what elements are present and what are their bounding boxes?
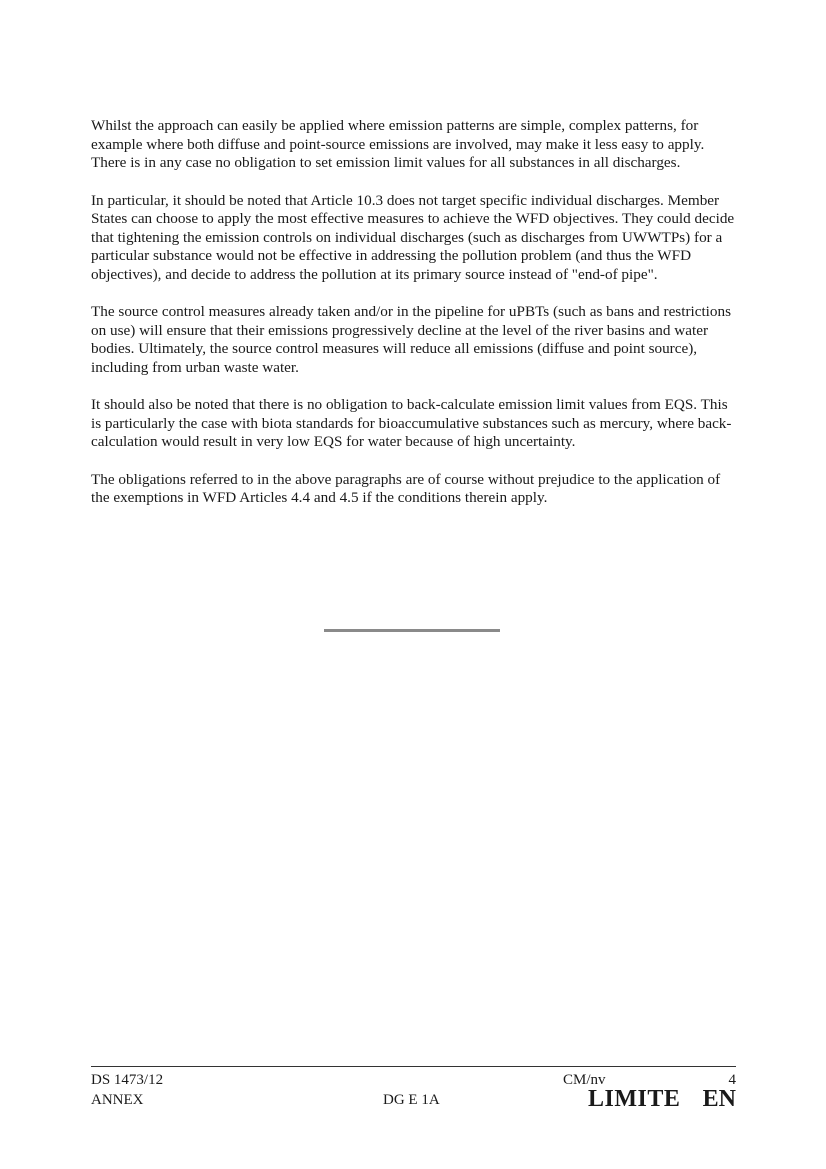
- paragraph-5: The obligations referred to in the above paragraphs are of course without prejudice to the application of the exemptions in WFD Articles 4.4 and 4.5 if the conditions therein apply.: [91, 470, 721, 506]
- paragraph-4: It should also be noted that there is no obligation to back-calculate emission limit values from EQS. This is particularly the case with biota standards for bioaccumulative substances such as mercury, where back-calculation would result in very low EQS for water because of high uncertainty.: [91, 396, 732, 450]
- paragraph-1: Whilst the approach can easily be applied where emission patterns are simple, complex patterns, for example where both diffuse and point-source emissions are involved, may make it less easy to apply. There is in any case no obligation to set emission limit values for all substances in all discharges.: [91, 117, 705, 171]
- end-of-text-rule: [324, 629, 500, 632]
- annex-label: ANNEX: [91, 1092, 144, 1108]
- document-body: [91, 117, 741, 527]
- directorate-code: DG E 1A: [383, 1092, 440, 1108]
- paragraph-2: In particular, it should be noted that Article 10.3 does not target specific individual discharges. Member States can choose to apply the most effective measures to achieve the WFD objectives. They could decide that tightening the emission controls on individual discharges (such as discharges from UWWTPs) for a particular substance would not be effective in addressing the pollution problem (and thus the WFD objectives), and decide to address the pollution at its primary source instead of "end-of pipe".: [91, 191, 735, 283]
- language-code: EN: [702, 1086, 736, 1112]
- document-reference: DS 1473/12: [91, 1072, 164, 1088]
- paragraph-3: The source control measures already taken and/or in the pipeline for uPBTs (such as bans and restrictions on use) will ensure that their emissions progressively decline at the level of the river basins and water bodies. Ultimately, the source control measures will reduce all emissions (diffuse and point source), including from urban waste water.: [91, 303, 731, 376]
- page-number: 4: [728, 1072, 736, 1088]
- author-initials: CM/nv: [563, 1072, 606, 1088]
- page-footer: [91, 1072, 736, 1122]
- footer-divider: [91, 1066, 736, 1067]
- classification-marking: LIMITE: [588, 1086, 681, 1112]
